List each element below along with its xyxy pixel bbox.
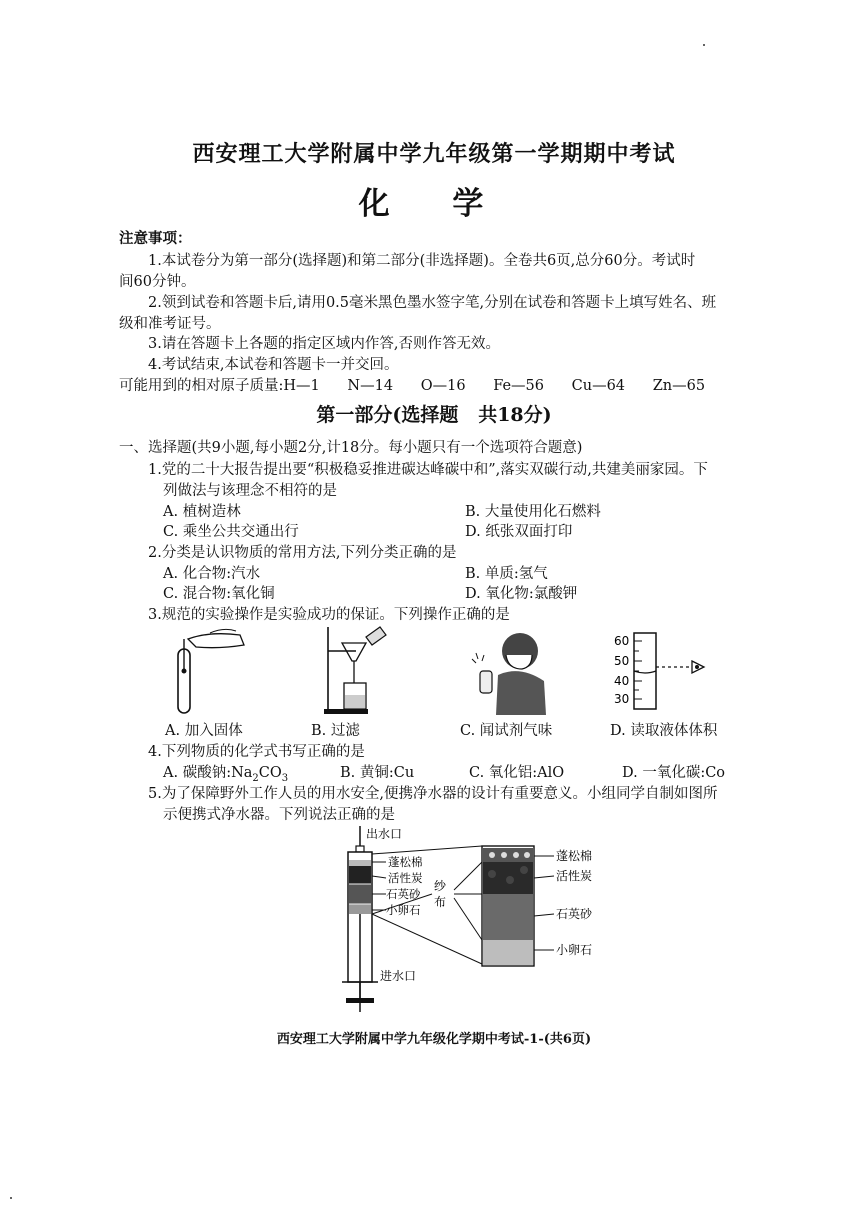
q3-option-c: C. 闻试剂气味 <box>460 723 553 739</box>
notes-heading: 注意事项： <box>119 230 192 247</box>
q2-option-c: C. 混合物:氧化铜 <box>163 586 275 602</box>
label-quartz-left: 石英砂 <box>386 887 421 901</box>
scan-speck <box>10 1197 12 1199</box>
q2-option-d: D. 氧化物:氯酸钾 <box>465 586 578 602</box>
read-volume-illustration <box>612 625 712 717</box>
tick-30: 30 <box>614 692 630 706</box>
note-4: 4.考试结束,本试卷和答题卡一并交回。 <box>148 357 399 373</box>
label-carbon-right: 活性炭 <box>556 869 593 883</box>
exam-title: 西安理工大学附属中学九年级第一学期期中考试 <box>192 141 676 167</box>
filtration-illustration <box>322 625 392 717</box>
page-footer: 西安理工大学附属中学九年级化学期中考试-1-(共6页) <box>276 1032 592 1047</box>
scan-speck <box>703 44 705 46</box>
q1-stem-cont: 列做法与该理念不相符的是 <box>163 483 337 499</box>
part1-instruction: 一、选择题(共9小题,每小题2分,计18分。每小题只有一个选项符合题意) <box>119 440 583 456</box>
q3-stem: 3.规范的实验操作是实验成功的保证。下列操作正确的是 <box>148 607 510 623</box>
q1-option-b: B. 大量使用化石燃料 <box>465 504 601 520</box>
q4-option-c: C. 氧化铝:AlO <box>469 765 565 781</box>
tick-40: 40 <box>614 674 630 688</box>
q3-option-d: D. 读取液体体积 <box>610 723 718 739</box>
note-3: 3.请在答题卡上各题的指定区域内作答,否则作答无效。 <box>148 336 500 352</box>
label-gauze-2: 布 <box>434 895 447 909</box>
q3-option-a: A. 加入固体 <box>165 723 243 739</box>
q3-option-b: B. 过滤 <box>311 723 360 739</box>
q2-stem: 2.分类是认识物质的常用方法,下列分类正确的是 <box>148 545 457 561</box>
q1-option-a: A. 植树造林 <box>163 504 241 520</box>
water-purifier-diagram <box>320 822 620 1014</box>
label-inlet: 进水口 <box>380 969 417 983</box>
q1-option-c: C. 乘坐公共交通出行 <box>163 524 299 540</box>
tick-50: 50 <box>614 654 630 668</box>
label-pebble-left: 小卵石 <box>386 903 421 917</box>
q2-option-a: A. 化合物:汽水 <box>163 566 261 582</box>
note-2-cont: 级和准考证号。 <box>119 316 221 332</box>
label-carbon-left: 活性炭 <box>388 871 423 885</box>
label-cotton-left: 蓬松棉 <box>388 855 423 869</box>
q4-option-a: A. 碳酸钠$:Na_2CO_3$ <box>163 765 289 784</box>
q5-stem-cont: 示便携式净水器。下列说法正确的是 <box>163 807 395 823</box>
q5-stem: 5.为了保障野外工作人员的用水安全,便携净水器的设计有重要意义。小组同学自制如图所 <box>148 786 718 802</box>
label-outlet: 出水口 <box>366 827 403 841</box>
q4-stem: 4.下列物质的化学式书写正确的是 <box>148 744 365 760</box>
smell-reagent-illustration <box>462 625 554 717</box>
tick-60: 60 <box>614 634 630 648</box>
note-1: 1.本试卷分为第一部分(选择题)和第二部分(非选择题)。全卷共6页,总分60分。考试时 <box>148 253 696 269</box>
label-cotton-right: 蓬松棉 <box>556 849 593 863</box>
q4-option-d: D. 一氧化碳:Co <box>622 765 726 781</box>
note-2: 2.领到试卷和答题卡后,请用0.5毫米黑色墨水签字笔,分别在试卷和答题卡上填写姓名、班 <box>148 295 717 311</box>
q4-option-b: B. 黄铜:Cu <box>340 765 415 781</box>
label-pebble-right: 小卵石 <box>556 943 593 957</box>
q1-stem: 1.党的二十大报告提出要“积极稳妥推进碳达峰碳中和”,落实双碳行动,共建美丽家园。下 <box>148 462 708 478</box>
subject-title: 化 学 <box>358 186 510 222</box>
q1-option-d: D. 纸张双面打印 <box>465 524 573 540</box>
label-gauze-1: 纱 <box>434 879 447 893</box>
add-solid-illustration <box>170 625 250 717</box>
label-quartz-right: 石英砂 <box>556 907 593 921</box>
atomic-mass-line: 可能用到的相对原子质量:H—1 N—14 O—16 Fe—56 Cu—64 Zn—65 <box>119 378 706 394</box>
part1-title: 第一部分(选择题 共18分) <box>316 404 552 426</box>
q2-option-b: B. 单质:氢气 <box>465 566 548 582</box>
note-1-cont: 间60分钟。 <box>119 274 196 290</box>
